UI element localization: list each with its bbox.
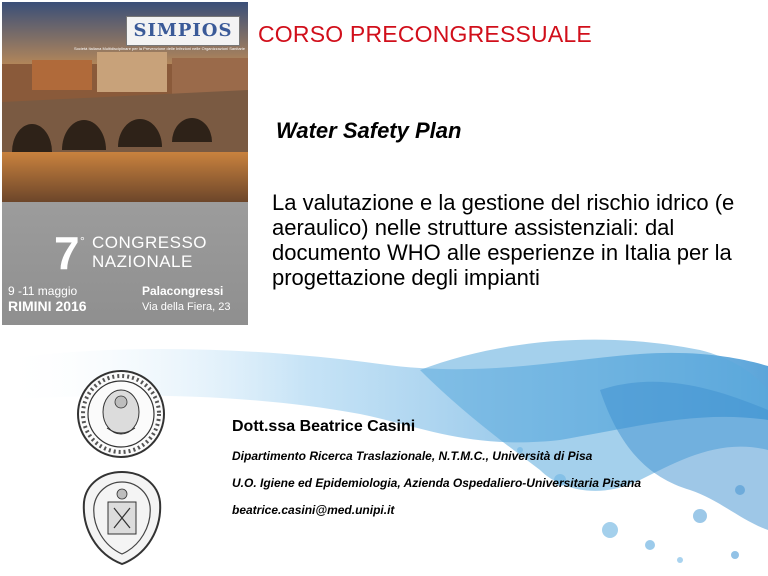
congress-dates: 9 -11 maggio (8, 284, 78, 298)
talk-title: Water Safety Plan (276, 118, 462, 143)
congress-label-2: NAZIONALE (92, 252, 193, 271)
hospital-pisa-seal-icon (80, 468, 165, 568)
congress-poster (2, 2, 248, 325)
congress-label: CONGRESSO (92, 233, 208, 252)
talk-subtitle: La valutazione e la gestione del rischio idrico (e aeraulico) nelle strutture assistenziali: dal documento WHO alle esperienze in Italia per la progettazione degli impianti (272, 190, 735, 290)
congress-city-year: RIMINI 2016 (8, 298, 87, 314)
congress-ordinal: ° (80, 234, 85, 248)
congress-venue: Palacongressi (142, 284, 224, 298)
author-affiliation-2: U.O. Igiene ed Epidemiologia, Azienda Ospedaliero-Universitaria Pisana (232, 476, 642, 490)
university-pisa-seal-icon (75, 368, 167, 460)
congress-number: 7 (54, 227, 80, 279)
author-name: Dott.ssa Beatrice Casini (232, 418, 416, 435)
author-email-link[interactable]: beatrice.casini@med.unipi.it (232, 503, 395, 517)
simpios-tagline: Società Italiana Multidisciplinare per la Prevenzione delle Infezioni nelle Organizzazioni Sanitarie (74, 46, 245, 51)
author-affiliation-1: Dipartimento Ricerca Traslazionale, N.T.M.C., Università di Pisa (232, 449, 593, 463)
simpios-logo: SIMPIOS (126, 16, 240, 46)
congress-address: Via della Fiera, 23 (142, 301, 231, 313)
course-title: CORSO PRECONGRESSUALE (258, 21, 592, 47)
